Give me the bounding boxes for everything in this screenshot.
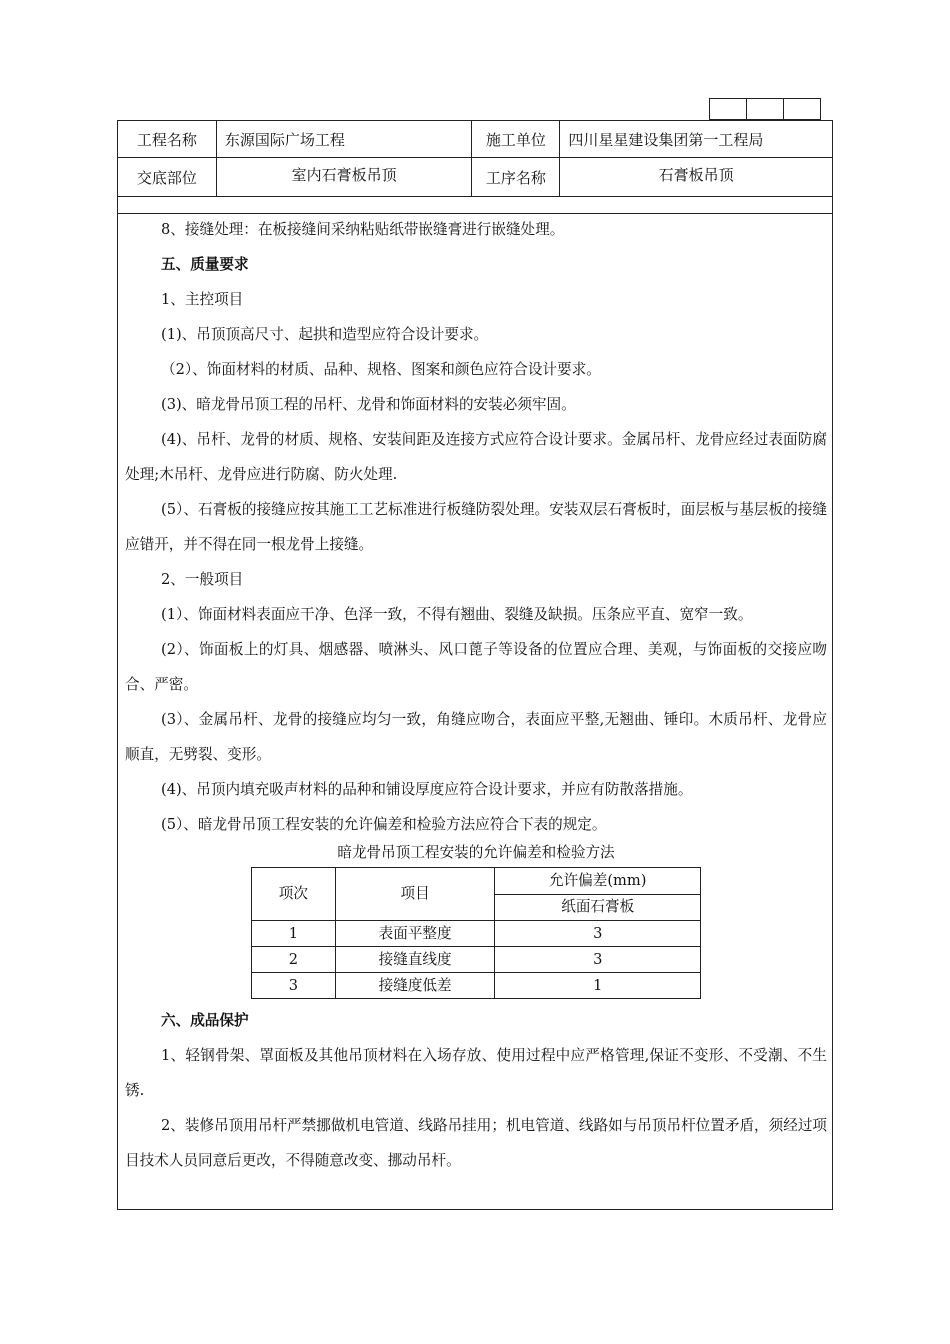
row-value: 3 (495, 921, 701, 947)
signature-box (783, 98, 821, 120)
process: 石膏板吊顶 (560, 158, 833, 197)
paragraph: (4)、吊杆、龙骨的材质、规格、安装间距及连接方式应符合设计要求。金属吊杆、龙骨应经过表面防腐处理;木吊杆、龙骨应进行防腐、防火处理. (125, 431, 827, 483)
location: 室内石膏板吊顶 (216, 158, 472, 197)
paragraph: (3)、暗龙骨吊顶工程的吊杆、龙骨和饰面材料的安装必须牢固。 (161, 396, 576, 413)
contractor: 四川星星建设集团第一工程局 (560, 121, 833, 158)
signature-box (709, 98, 747, 120)
table-row (252, 947, 701, 973)
paragraph: 2、一般项目 (161, 571, 244, 588)
paragraph: 8、接缝处理：在板接缝间采纳粘贴纸带嵌缝膏进行嵌缝处理。 (161, 221, 565, 238)
paragraph: (5）、暗龙骨吊顶工程安装的允许偏差和检验方法应符合下表的规定。 (161, 816, 607, 833)
row-value: 3 (495, 947, 701, 973)
signature-boxes (710, 98, 821, 120)
paragraph: （2）、饰面材料的材质、品种、规格、图案和颜色应符合设计要求。 (161, 361, 601, 378)
section-heading-protection: 六、成品保护 (161, 1012, 249, 1029)
process-label: 工序名称 (472, 158, 560, 197)
paragraph: (5）、石膏板的接缝应按其施工工艺标准进行板缝防裂处理。安装双层石膏板时，面层板与基层板的接缝应错开，并不得在同一根龙骨上接缝。 (125, 501, 827, 553)
section-heading-quality: 五、质量要求 (161, 256, 249, 273)
spacer-row (118, 197, 833, 214)
paragraph: 1、轻钢骨架、罩面板及其他吊顶材料在入场存放、使用过程中应严格管理,保证不变形、不受潮、不生锈. (125, 1047, 827, 1099)
project-name-label: 工程名称 (118, 121, 217, 158)
paragraph: 1、主控项目 (161, 291, 244, 308)
table-caption: 暗龙骨吊顶工程安装的允许偏差和检验方法 (337, 844, 615, 861)
header-table (117, 120, 833, 214)
paragraph: (4)、吊顶内填充吸声材料的品种和铺设厚度应符合设计要求，并应有防散落措施。 (161, 781, 693, 798)
document-body (125, 212, 827, 1178)
col-header-no: 项次 (252, 868, 336, 921)
paragraph: 2、装修吊顶用吊杆严禁挪做机电管道、线路吊挂用；机电管道、线路如与吊顶吊杆位置矛盾，须经过项目技术人员同意后更改，不得随意改变、挪动吊杆。 (125, 1117, 828, 1169)
row-item: 表面平整度 (335, 921, 495, 947)
row-item: 接缝直线度 (335, 947, 495, 973)
deviation-table (251, 867, 701, 999)
row-no: 2 (252, 947, 336, 973)
col-header-item: 项目 (335, 868, 495, 921)
paragraph: (2）、饰面板上的灯具、烟感器、喷淋头、风口蓖子等设备的位置应合理、美观，与饰面板的交接应吻合、严密。 (125, 641, 827, 693)
table-row (252, 973, 701, 999)
paragraph: (1)、吊顶顶高尺寸、起拱和造型应符合设计要求。 (161, 326, 489, 343)
signature-box (746, 98, 784, 120)
row-item: 接缝度低差 (335, 973, 495, 999)
row-value: 1 (495, 973, 701, 999)
table-row (252, 921, 701, 947)
project-name: 东源国际广场工程 (216, 121, 472, 158)
row-no: 1 (252, 921, 336, 947)
paragraph: (1）、饰面材料表面应干净、色泽一致，不得有翘曲、裂缝及缺损。压条应平直、宽窄一致。 (161, 606, 753, 623)
location-label: 交底部位 (118, 158, 217, 197)
paragraph: (3）、金属吊杆、龙骨的接缝应均匀一致，角缝应吻合，表面应平整,无翘曲、锤印。木质吊杆、龙骨应顺直，无劈裂、变形。 (125, 711, 827, 763)
col-header-deviation: 允许偏差(mm) (495, 868, 701, 895)
col-header-subtype: 纸面石膏板 (495, 894, 701, 921)
row-no: 3 (252, 973, 336, 999)
contractor-label: 施工单位 (472, 121, 560, 158)
